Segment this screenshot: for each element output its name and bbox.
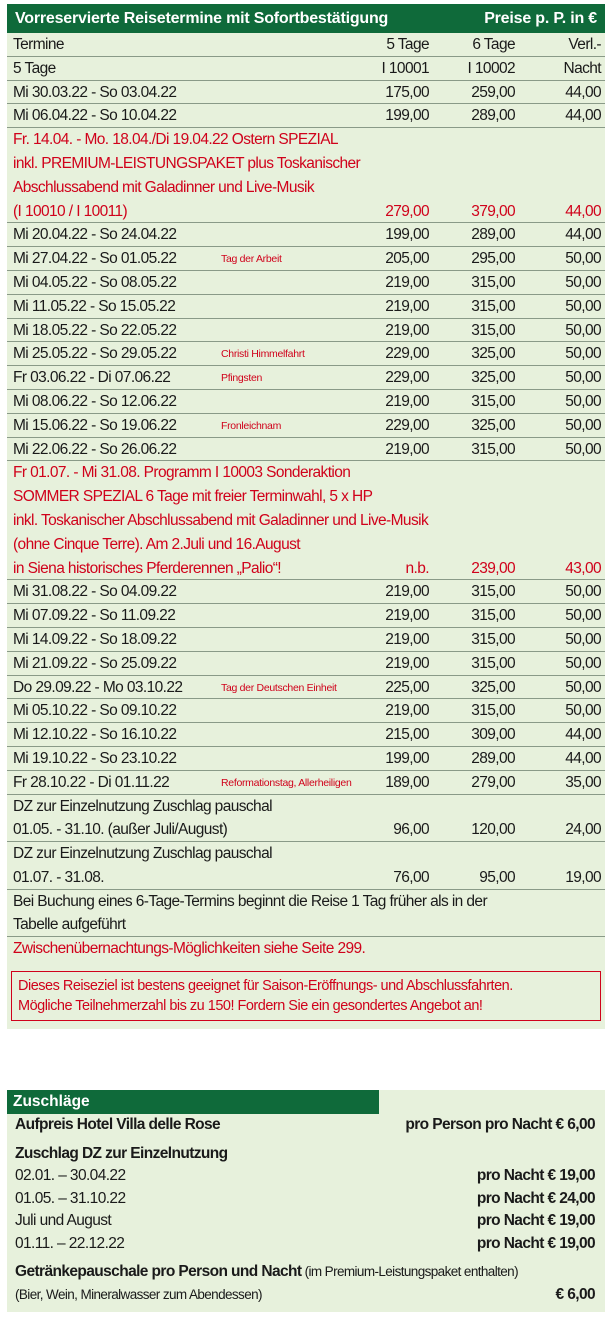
row-date: Do 29.09.22 - Mo 03.10.22: [13, 678, 183, 696]
row-holiday-note: Pfingsten: [221, 372, 263, 385]
row-price-night: 50,00: [565, 416, 601, 434]
table-row: [7, 676, 605, 700]
row-price-6: 259,00: [471, 83, 515, 101]
sommer-price-6: 239,00: [471, 559, 515, 577]
date-rows-group-3: [7, 580, 605, 794]
ostern-special-block: [7, 128, 605, 223]
table-row: [7, 699, 605, 723]
zwischen-note: Zwischenübernachtungs-Möglichkeiten siehe Seite 299.: [13, 940, 366, 958]
row-date: Mi 20.04.22 - So 24.04.22: [13, 226, 177, 244]
col-code-nacht: Nacht: [563, 59, 601, 77]
row-holiday-note: Christi Himmelfahrt: [221, 348, 305, 361]
row-price-5: 225,00: [385, 678, 429, 696]
info-note: Bei Buchung eines 6-Tage-Termins beginnt die Reise 1 Tag früher als in der Tabelle aufgeführt: [7, 890, 605, 938]
sommer-price-5: n.b.: [405, 559, 429, 577]
sommer-line-2: SOMMER SPEZIAL 6 Tage mit freier Terminwahl, 5 x HP: [13, 488, 373, 506]
info-box: Dieses Reiseziel ist bestens geeignet für Saison-Eröffnungs- und Abschlussfahrten. Mögliche Teilnehmerzahl bis zu 150! Fordern Sie ein gesondertes Angebot an!: [11, 971, 601, 1021]
row-price-night: 50,00: [565, 702, 601, 720]
row-price-5: 229,00: [385, 345, 429, 363]
dz-surcharge-1: DZ zur Einzelnutzung Zuschlag pauschal 01.05. - 31.10. (außer Juli/August) 96,00 120,00 24,00: [7, 795, 605, 843]
sommer-special-block: [7, 461, 605, 580]
row-price-6: 315,00: [471, 392, 515, 410]
row-price-night: 50,00: [565, 250, 601, 268]
row-price-5: 219,00: [385, 583, 429, 601]
row-price-6: 315,00: [471, 297, 515, 315]
row-date: Mi 25.05.22 - So 29.05.22: [13, 345, 177, 363]
row-price-6: 325,00: [471, 416, 515, 434]
row-date: Mi 12.10.22 - So 16.10.22: [13, 726, 177, 744]
table-row: [7, 390, 605, 414]
dz-items: [7, 1165, 605, 1255]
zuschlaege-panel: [7, 1090, 605, 1312]
row-price-night: 50,00: [565, 583, 601, 601]
table-row: [7, 604, 605, 628]
row-price-night: 50,00: [565, 678, 601, 696]
table-row: [7, 771, 605, 795]
row-holiday-note: Reformationstag, Allerheiligen: [221, 776, 352, 789]
row-holiday-note: Tag der Deutschen Einheit: [221, 681, 337, 694]
table-row: [7, 366, 605, 390]
row-price-5: 219,00: [385, 273, 429, 291]
row-price-night: 44,00: [565, 107, 601, 125]
ostern-line-1: Fr. 14.04. - Mo. 18.04./Di 19.04.22 Ostern SPEZIAL: [13, 131, 338, 149]
col-code-label: 5 Tage: [13, 59, 56, 77]
row-price-5: 205,00: [385, 250, 429, 268]
table-row: [7, 81, 605, 105]
table-row: [7, 747, 605, 771]
row-price-night: 35,00: [565, 773, 601, 791]
dz-item-row: 02.01. – 30.04.22 pro Nacht € 19,00: [15, 1167, 595, 1184]
row-price-night: 50,00: [565, 273, 601, 291]
prices-label: Preise p. P. in €: [484, 9, 597, 27]
dz-surcharge-2: DZ zur Einzelnutzung Zuschlag pauschal 01.07. - 31.08. 76,00 95,00 19,00: [7, 842, 605, 890]
sommer-price-night: 43,00: [565, 559, 601, 577]
col-termine: Termine: [13, 36, 64, 53]
row-price-6: 289,00: [471, 226, 515, 244]
row-price-6: 289,00: [471, 749, 515, 767]
col-code-5: I 10001: [381, 59, 429, 77]
row-holiday-note: Tag der Arbeit: [221, 253, 282, 266]
ostern-line-3: Abschlussabend mit Galadinner und Live-Musik: [13, 178, 314, 196]
table-row: [7, 104, 605, 128]
row-price-night: 50,00: [565, 607, 601, 625]
dz-item-row: 01.05. – 31.10.22 pro Nacht € 24,00: [15, 1189, 595, 1207]
row-date: Mi 05.10.22 - So 09.10.22: [13, 702, 177, 720]
table-row: [7, 319, 605, 343]
row-date: Mi 30.03.22 - So 03.04.22: [13, 83, 177, 101]
row-holiday-note: Fronleichnam: [221, 419, 282, 432]
row-price-6: 315,00: [471, 440, 515, 458]
dz-item-row: 01.11. – 22.12.22 pro Nacht € 19,00: [15, 1234, 595, 1252]
row-date: Mi 04.05.22 - So 08.05.22: [13, 273, 177, 291]
row-price-night: 50,00: [565, 630, 601, 648]
row-price-5: 219,00: [385, 630, 429, 648]
row-price-5: 219,00: [385, 607, 429, 625]
row-price-night: 50,00: [565, 321, 601, 339]
row-price-6: 289,00: [471, 107, 515, 125]
row-price-6: 325,00: [471, 678, 515, 696]
row-price-5: 219,00: [385, 654, 429, 672]
column-header-row: [7, 33, 605, 57]
row-price-night: 50,00: [565, 440, 601, 458]
row-date: Mi 14.09.22 - So 18.09.22: [13, 630, 177, 648]
table-row: [7, 580, 605, 604]
table-row: [7, 628, 605, 652]
hotel-surcharge-row: Aufpreis Hotel Villa delle Rose pro Person pro Nacht € 6,00: [15, 1116, 595, 1133]
table-title: Vorreservierte Reisetermine mit Sofortbestätigung: [15, 9, 389, 27]
row-price-5: 219,00: [385, 297, 429, 315]
sommer-line-4: (ohne Cinque Terre). Am 2.Juli und 16.August: [13, 535, 300, 553]
row-price-5: 229,00: [385, 416, 429, 434]
row-price-5: 219,00: [385, 321, 429, 339]
getraenke-row: Getränkepauschale pro Person und Nacht (im Premium-Leistungspaket enthalten): [15, 1263, 518, 1280]
ostern-price-6: 379,00: [471, 202, 515, 220]
row-price-night: 50,00: [565, 654, 601, 672]
row-price-6: 325,00: [471, 369, 515, 387]
row-price-night: 50,00: [565, 392, 601, 410]
table-row: [7, 723, 605, 747]
sommer-line-3: inkl. Toskanischer Abschlussabend mit Galadinner und Live-Musik: [13, 511, 429, 529]
row-date: Fr 03.06.22 - Di 07.06.22: [13, 369, 171, 387]
dz-title: Zuschlag DZ zur Einzelnutzung: [15, 1144, 228, 1162]
ostern-line-4: (I 10010 / I 10011) 279,00 379,00 44,00: [7, 200, 605, 224]
ostern-line-2: inkl. PREMIUM-LEISTUNGSPAKET plus Toskanischer: [13, 154, 361, 172]
row-price-5: 219,00: [385, 392, 429, 410]
table-header-bar: [7, 4, 605, 33]
row-price-5: 199,00: [385, 226, 429, 244]
row-price-6: 315,00: [471, 654, 515, 672]
row-price-night: 50,00: [565, 369, 601, 387]
row-price-6: 325,00: [471, 345, 515, 363]
row-price-5: 229,00: [385, 369, 429, 387]
row-date: Mi 15.06.22 - So 19.06.22: [13, 416, 177, 434]
row-price-5: 189,00: [385, 773, 429, 791]
table-row: [7, 342, 605, 366]
col-code-6: I 10002: [467, 59, 515, 77]
row-price-6: 309,00: [471, 726, 515, 744]
row-price-6: 279,00: [471, 773, 515, 791]
row-price-night: 50,00: [565, 297, 601, 315]
dz-item-row: Juli und August pro Nacht € 19,00: [15, 1212, 595, 1229]
table-row: [7, 414, 605, 438]
zuschlaege-title: Zuschläge: [7, 1090, 379, 1114]
table-row: [7, 247, 605, 271]
row-price-night: 44,00: [565, 83, 601, 101]
row-date: Mi 11.05.22 - So 15.05.22: [13, 297, 176, 315]
getraenke-sub-row: (Bier, Wein, Mineralwasser zum Abendessen) € 6,00: [15, 1285, 595, 1303]
row-date: Mi 18.05.22 - So 22.05.22: [13, 321, 177, 339]
col-6tage: 6 Tage: [472, 36, 515, 53]
sommer-line-1: Fr 01.07. - Mi 31.08. Programm I 10003 Sonderaktion: [13, 464, 351, 482]
row-price-6: 315,00: [471, 583, 515, 601]
row-price-5: 199,00: [385, 749, 429, 767]
row-date: Mi 31.08.22 - So 04.09.22: [13, 583, 177, 601]
row-price-5: 219,00: [385, 440, 429, 458]
row-price-6: 295,00: [471, 250, 515, 268]
table-row: [7, 295, 605, 319]
row-price-6: 315,00: [471, 630, 515, 648]
row-price-6: 315,00: [471, 273, 515, 291]
table-row: [7, 271, 605, 295]
table-row: [7, 223, 605, 247]
row-date: Fr 28.10.22 - Di 01.11.22: [13, 773, 170, 791]
table-row: [7, 652, 605, 676]
date-rows-group-2: [7, 223, 605, 461]
row-price-night: 44,00: [565, 226, 601, 244]
sommer-line-5: in Siena historisches Pferderennen „Palio“! n.b. 239,00 43,00: [7, 557, 605, 581]
row-date: Mi 08.06.22 - So 12.06.22: [13, 392, 177, 410]
row-price-5: 199,00: [385, 107, 429, 125]
row-date: Mi 27.04.22 - So 01.05.22: [13, 250, 177, 268]
col-verl: Verl.-: [568, 36, 601, 53]
row-price-5: 215,00: [385, 726, 429, 744]
row-price-5: 175,00: [385, 83, 429, 101]
table-row: [7, 438, 605, 462]
row-price-night: 44,00: [565, 749, 601, 767]
row-date: Mi 22.06.22 - So 26.06.22: [13, 440, 177, 458]
ostern-price-5: 279,00: [385, 202, 429, 220]
price-table-panel: [7, 4, 605, 1029]
date-rows-group-1: [7, 81, 605, 129]
row-date: Mi 19.10.22 - So 23.10.22: [13, 749, 177, 767]
row-price-6: 315,00: [471, 702, 515, 720]
ostern-price-night: 44,00: [565, 202, 601, 220]
row-date: Mi 06.04.22 - So 10.04.22: [13, 107, 177, 125]
col-5tage: 5 Tage: [386, 36, 429, 53]
row-price-5: 219,00: [385, 702, 429, 720]
row-price-6: 315,00: [471, 607, 515, 625]
row-price-6: 315,00: [471, 321, 515, 339]
row-date: Mi 21.09.22 - So 25.09.22: [13, 654, 177, 672]
row-price-night: 44,00: [565, 726, 601, 744]
row-price-night: 50,00: [565, 345, 601, 363]
column-code-row: [7, 57, 605, 81]
row-date: Mi 07.09.22 - So 11.09.22: [13, 607, 176, 625]
